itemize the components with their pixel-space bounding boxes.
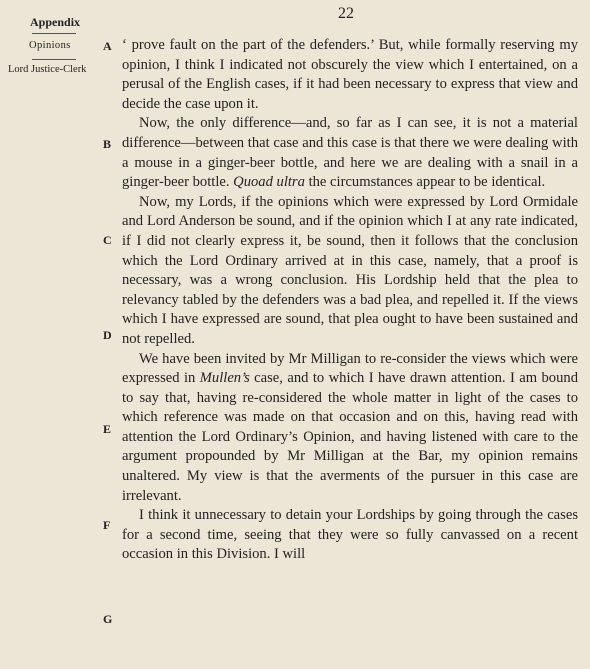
line-marker-b: B <box>103 137 112 151</box>
opinion-body <box>122 36 578 565</box>
paragraph-1-text: ‘ prove fault on the part of the defenders.’ But, while formally reserving my opinion, I think I indicated not obscurely the view which I entertained, on a perusal of the English cases, if it had been necessary to express that view and decide the case upon it. <box>122 37 578 112</box>
paragraph-4 <box>122 350 578 507</box>
paragraph-2 <box>122 114 578 192</box>
paragraph-3-text: Now, my Lords, if the opinions which were expressed by Lord Ormidale and Lord Anderson be sound, and if the opinion which I at any rate indicated, if I did not clearly express it, be sound, then it follows that the conclusion which the Lord Ordinary arrived at in this case, namely, that a proof is necessary, was a wrong conclusion. His Lordship held that the plea to relevancy tabled by the defenders was a bad plea, and repelled it. If the views which I have expressed are sound, that plea ought to have been sustained and not repelled. <box>122 193 578 347</box>
page-number: 22 <box>338 5 354 22</box>
paragraph-4-text-end: case, and to which I have drawn attention. I am bound to say that, having re-considered the whole matter in light of the cases to which reference was made on that occasion and on this, having read with attention the Lord Ordinary’s Opinion, and having listened with care to the argument propounded by Mr Milligan at the Bar, my opinion remains unaltered. My view is that the averments of the pursuer in this case are irrelevant. <box>122 370 578 504</box>
paragraph-3 <box>122 193 578 350</box>
line-marker-g: G <box>103 612 113 626</box>
paragraph-4-text: We have been invited by Mr Milligan to re-consider the views which were expressed in <box>122 350 578 387</box>
paragraph-2-text: Now, the only difference—and, so far as I can see, it is not a material difference—between that case and this case is that there we were dealing with a mouse in a ginger-beer bottle, and here we are dealing with a snail in a ginger-beer bottle. <box>122 115 578 191</box>
case-name: Mullen’s <box>199 370 250 387</box>
paragraph-2-text-end: the circumstances appear to be identical. <box>304 174 546 191</box>
line-marker-d: D <box>103 328 112 342</box>
paragraph-5-text: I think it unnecessary to detain your Lordships by going through the cases for a second time, seeing that they were so fully canvassed on a recent occasion in this Division. I will <box>122 507 578 563</box>
line-marker-a: A <box>103 39 112 53</box>
judge-label: Lord Justice-Clerk <box>8 64 87 75</box>
line-marker-c: C <box>103 233 112 247</box>
appendix-label: Appendix <box>30 15 81 29</box>
line-marker-e: E <box>103 422 112 436</box>
paragraph-1 <box>122 36 578 114</box>
latin-phrase: Quoad ultra <box>233 174 305 191</box>
margin-rule-top <box>32 33 76 34</box>
line-marker-f: F <box>103 518 111 532</box>
paragraph-5 <box>122 506 578 565</box>
margin-rule-bottom <box>32 59 76 60</box>
section-label: Opinions <box>29 40 71 51</box>
